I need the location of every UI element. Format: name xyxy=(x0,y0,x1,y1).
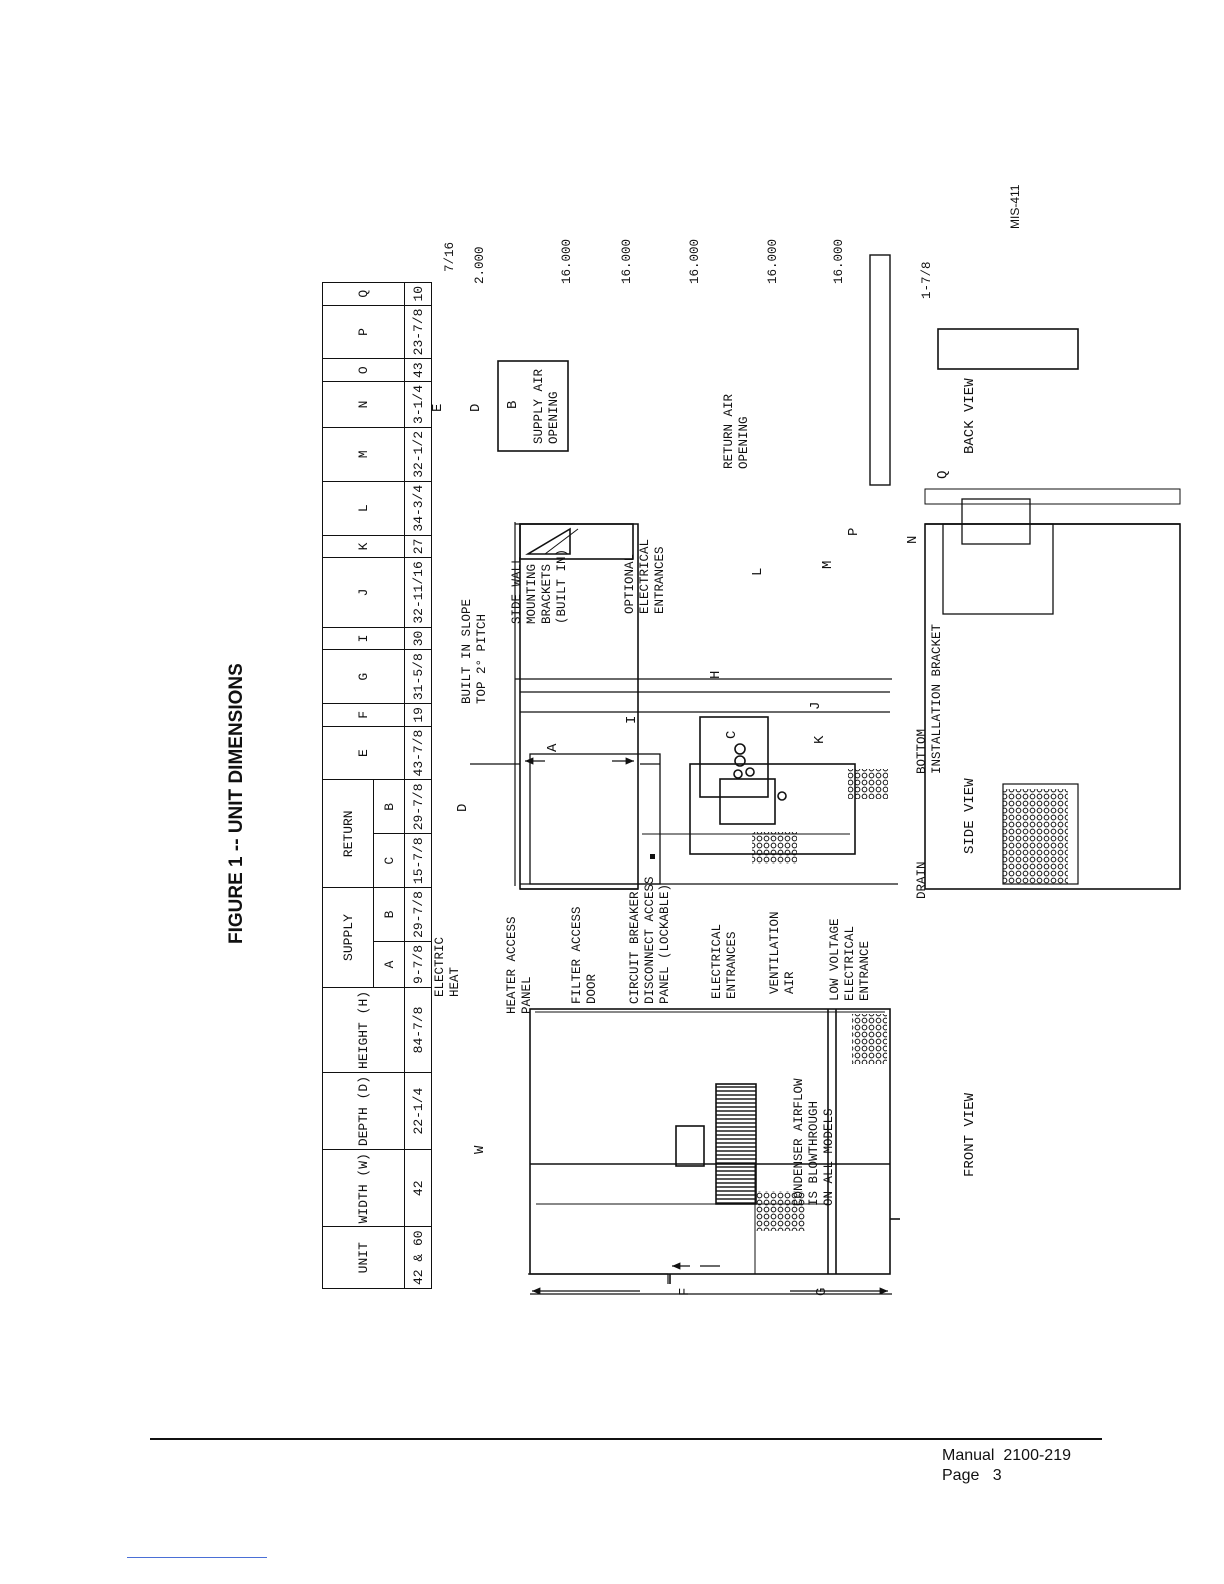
dim-f: F xyxy=(677,1287,693,1296)
label-drain: DRAIN xyxy=(915,861,929,899)
col-return-c: C xyxy=(374,834,405,888)
col-p: P xyxy=(323,305,405,359)
cell-g: 31-5/8 xyxy=(405,650,432,704)
cell-j: 32-11/16 xyxy=(405,558,432,627)
cell-l: 34-3/4 xyxy=(405,481,432,535)
back-dim-7-16: 7/16 xyxy=(443,241,457,272)
col-j: J xyxy=(323,558,405,627)
back-dim-16-c: 16.000 xyxy=(688,238,702,284)
side-view-unit xyxy=(520,522,888,889)
back-view-openings xyxy=(498,361,1040,797)
dim-e: E xyxy=(430,403,446,412)
dim-k: K xyxy=(812,735,828,744)
col-supply-a: A xyxy=(374,941,405,987)
group-return: RETURN xyxy=(323,780,374,888)
col-f: F xyxy=(323,704,405,727)
col-g: G xyxy=(323,650,405,704)
dim-a: A xyxy=(545,743,561,752)
dim-m: M xyxy=(820,560,836,569)
dim-q: Q xyxy=(935,470,951,479)
cell-n: 3-1/4 xyxy=(405,381,432,427)
back-dim-1-7-8: 1-7/8 xyxy=(920,261,934,299)
footer-rule xyxy=(150,1438,1102,1440)
cell-m: 32-1/2 xyxy=(405,427,432,481)
dim-h: H xyxy=(708,670,724,679)
back-dim-2: 2.000 xyxy=(473,246,487,284)
cell-unit: 42 & 60 xyxy=(405,1227,432,1289)
cell-p: 23-7/8 xyxy=(405,305,432,359)
col-e: E xyxy=(323,726,405,780)
group-supply: SUPPLY xyxy=(323,888,374,988)
footer-manual-label: Manual xyxy=(942,1447,995,1464)
cell-width: 42 xyxy=(405,1150,432,1227)
cell-i: 30 xyxy=(405,627,432,650)
front-dimensions xyxy=(528,1266,895,1294)
col-i: I xyxy=(323,627,405,650)
cell-f: 19 xyxy=(405,704,432,727)
scan-mark-line xyxy=(127,1557,267,1558)
col-n: N xyxy=(323,381,405,427)
col-supply-b: B xyxy=(374,888,405,942)
footer-manual-number: 2100-219 xyxy=(1003,1447,1071,1464)
front-view-title: FRONT VIEW xyxy=(962,1092,978,1177)
dim-l: L xyxy=(750,567,766,576)
col-k: K xyxy=(323,535,405,558)
cell-return-b: 29-7/8 xyxy=(405,780,432,834)
footer-page-number: 3 xyxy=(992,1467,1002,1484)
label-optional-electrical: OPTIONAL ELECTRICAL ENTRANCES xyxy=(623,538,667,614)
label-built-in-slope: BUILT IN SLOPE TOP 2° PITCH xyxy=(460,598,489,704)
dim-b: B xyxy=(505,400,521,409)
label-low-voltage: LOW VOLTAGE ELECTRICAL ENTRANCE xyxy=(828,918,872,1001)
col-return-b: B xyxy=(374,780,405,834)
dim-c: C xyxy=(724,730,740,739)
col-q: Q xyxy=(323,282,405,305)
cell-supply-a: 9-7/8 xyxy=(405,941,432,987)
dim-p: P xyxy=(846,527,862,536)
back-dim-16-b: 16.000 xyxy=(620,238,634,284)
label-condenser-airflow: CONDENSER AIRFLOW IS BLOWTHROUGH ON ALL MODELS xyxy=(792,1078,836,1206)
label-supply-air-opening: SUPPLY AIR OPENING xyxy=(532,368,561,444)
back-dim-16-e: 16.000 xyxy=(832,238,846,284)
back-right-strip xyxy=(870,255,890,485)
back-dim-16-a: 16.000 xyxy=(560,238,574,284)
dim-d-side: D xyxy=(455,803,471,812)
col-depth: DEPTH (D) xyxy=(323,1072,405,1149)
dim-i: I xyxy=(624,715,640,724)
label-heater-access-panel: HEATER ACCESS PANEL xyxy=(505,916,534,1014)
cell-height: 84-7/8 xyxy=(405,987,432,1072)
col-height: HEIGHT (H) xyxy=(323,987,405,1072)
footer-page-label: Page xyxy=(942,1467,980,1484)
cell-depth: 22-1/4 xyxy=(405,1072,432,1149)
label-side-wall-brackets: SIDE WALL MOUNTING BRACKETS (BUILT IN) xyxy=(510,548,569,624)
back-dim-16-d: 16.000 xyxy=(766,238,780,284)
label-ventilation-air: VENTILATION AIR xyxy=(768,911,797,994)
figure-title: FIGURE 1 -- UNIT DIMENSIONS xyxy=(226,663,247,944)
cell-e: 43-7/8 xyxy=(405,726,432,780)
cell-return-c: 15-7/8 xyxy=(405,834,432,888)
dim-j: J xyxy=(808,701,824,710)
back-view-title: BACK VIEW xyxy=(962,378,978,454)
label-filter-access-door: FILTER ACCESS DOOR xyxy=(570,906,599,1004)
front-view-unit xyxy=(530,1009,900,1284)
cell-o: 43 xyxy=(405,359,432,382)
col-o: O xyxy=(323,359,405,382)
cell-k: 27 xyxy=(405,535,432,558)
cell-supply-b: 29-7/8 xyxy=(405,888,432,942)
label-return-air-opening: RETURN AIR OPENING xyxy=(722,393,751,469)
dim-d-back: D xyxy=(468,403,484,412)
label-circuit-breaker: CIRCUIT BREAKER DISCONNECT ACCESS PANEL (LOCKABLE) xyxy=(628,876,672,1004)
col-m: M xyxy=(323,427,405,481)
dim-n: N xyxy=(905,535,921,544)
footer xyxy=(942,1446,1071,1486)
figure-id: MIS-411 xyxy=(1008,184,1022,229)
col-l: L xyxy=(323,481,405,535)
dim-g: G xyxy=(814,1287,830,1296)
col-width: WIDTH (W) xyxy=(323,1150,405,1227)
label-electrical-entrances: ELECTRICAL ENTRANCES xyxy=(710,923,739,999)
col-unit: UNIT xyxy=(323,1227,405,1289)
cell-q: 10 xyxy=(405,282,432,305)
side-view-title: SIDE VIEW xyxy=(962,778,978,854)
label-bottom-bracket: BOTTOM INSTALLATION BRACKET xyxy=(915,623,944,774)
dim-w: W xyxy=(472,1145,488,1154)
label-electric-heat: ELECTRIC HEAT xyxy=(433,936,462,997)
